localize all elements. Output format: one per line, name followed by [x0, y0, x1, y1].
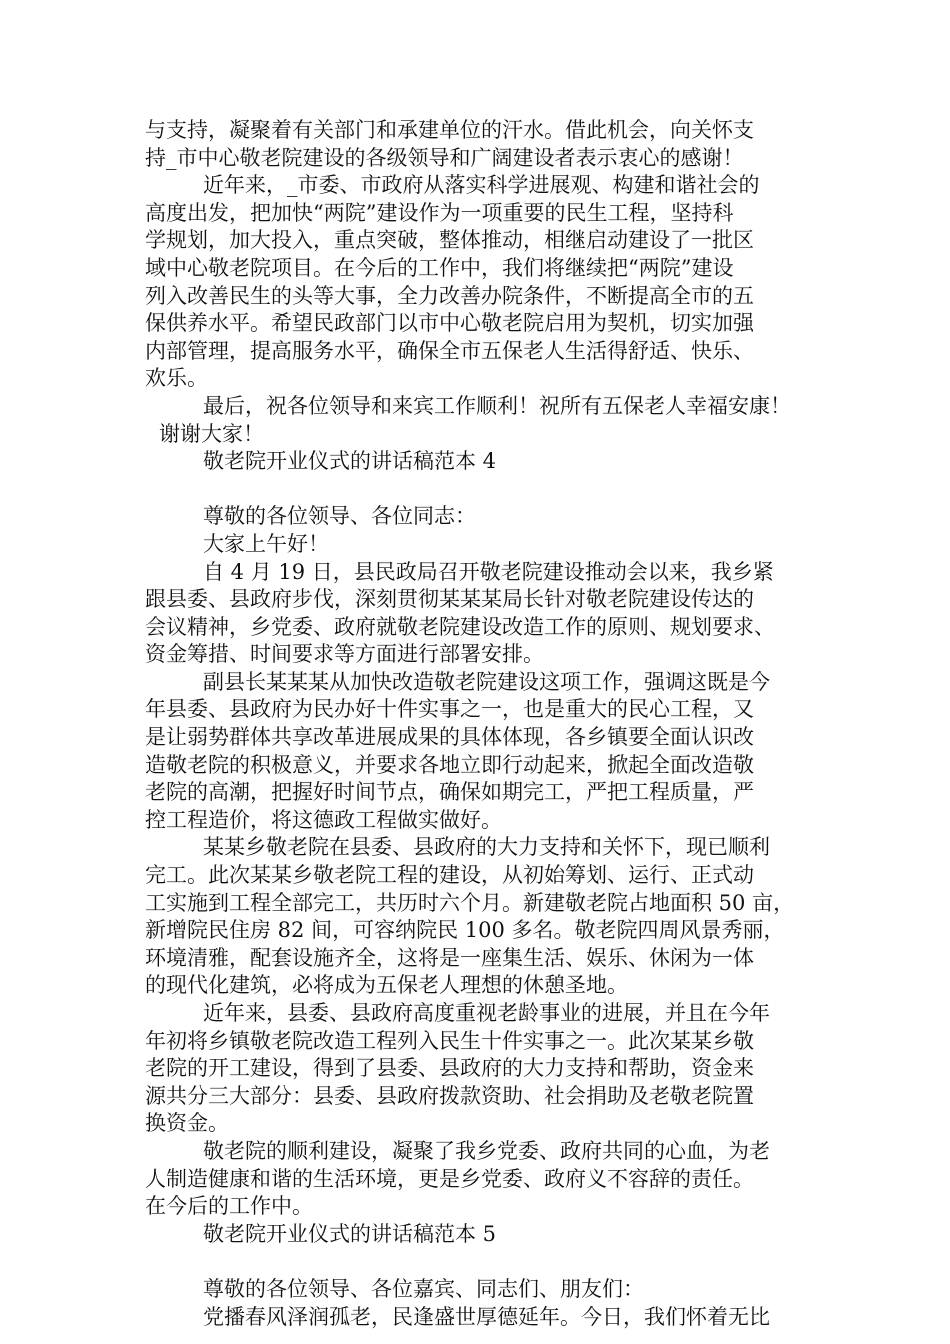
- text-line: 是让弱势群体共享改革进展成果的具体体现，各乡镇要全面认识改: [145, 725, 754, 750]
- text-line: 最后，祝各位领导和来宾工作顺利！祝所有五保老人幸福安康！: [203, 393, 791, 418]
- text-line: 副县长某某某从加快改造敬老院建设这项工作，强调这既是今: [203, 669, 770, 694]
- text-line: 的现代化建筑，必将成为五保老人理想的休憩圣地。: [145, 973, 628, 998]
- text-line: 敬老院的顺利建设，凝聚了我乡党委、政府共同的心血，为老: [203, 1138, 770, 1163]
- text-line: 在今后的工作中。: [145, 1194, 313, 1219]
- text-line: 造敬老院的积极意义，并要求各地立即行动起来，掀起全面改造敬: [145, 752, 754, 777]
- text-line: 换资金。: [145, 1111, 229, 1136]
- text-line: 学规划，加大投入，重点突破，整体推动，相继启动建设了一批区: [145, 228, 754, 253]
- text-line: 欢乐。: [145, 366, 208, 391]
- text-line: 人制造健康和谐的生活环境，更是乡党委、政府义不容辞的责任。: [145, 1166, 754, 1191]
- text-line: 内部管理，提高服务水平，确保全市五保老人生活得舒适、快乐、: [145, 338, 754, 363]
- text-line: 控工程造价，将这德政工程做实做好。: [145, 807, 502, 832]
- text-line: 完工。此次某某乡敬老院工程的建设，从初始筹划、运行、正式动: [145, 863, 754, 888]
- text-line: 年县委、县政府为民办好十件实事之一，也是重大的民心工程，又: [145, 697, 754, 722]
- text-line: 源共分三大部分：县委、县政府拨款资助、社会捐助及老敬老院置: [145, 1083, 754, 1108]
- text-line: 老院的开工建设，得到了县委、县政府的大力支持和帮助，资金来: [145, 1056, 754, 1081]
- text-line: 保供养水平。希望民政部门以市中心敬老院启用为契机，切实加强: [145, 311, 754, 336]
- text-line: 自 4 月 19 日，县民政局召开敬老院建设推动会以来，我乡紧: [203, 559, 774, 584]
- text-line: 高度出发，把加快“两院”建设作为一项重要的民生工程，坚持科: [145, 200, 734, 225]
- text-line: 党播春风泽润孤老，民逢盛世厚德延年。今日，我们怀着无比: [203, 1304, 770, 1329]
- text-line: 新增院民住房 82 间，可容纳院民 100 多名。敬老院四周风景秀丽，: [145, 918, 785, 943]
- text-line: 会议精神，乡党委、政府就敬老院建设改造工作的原则、规划要求、: [145, 614, 775, 639]
- text-line: 老院的高潮，把握好时间节点，确保如期完工，严把工程质量，严: [145, 780, 754, 805]
- text-line: 谢谢大家！: [159, 421, 264, 446]
- text-line: 敬老院开业仪式的讲话稿范本 5: [203, 1221, 497, 1246]
- text-line: 域中心敬老院项目。在今后的工作中，我们将继续把“两院”建设: [145, 255, 734, 280]
- text-line: 某某乡敬老院在县委、县政府的大力支持和关怀下，现已顺利: [203, 835, 770, 860]
- text-line: 尊敬的各位领导、各位嘉宾、同志们、朋友们：: [203, 1276, 644, 1301]
- text-line: 与支持，凝聚着有关部门和承建单位的汗水。借此机会，向关怀支: [145, 118, 754, 142]
- blank-line: [145, 476, 817, 504]
- text-line: 尊敬的各位领导、各位同志：: [203, 504, 476, 529]
- document-body: [145, 117, 817, 1331]
- text-line: 跟县委、县政府步伐，深刻贯彻某某某局长针对敬老院建设传达的: [145, 587, 754, 612]
- text-line: 工实施到工程全部完工，共历时六个月。新建敬老院占地面积 50 亩，: [145, 890, 795, 915]
- text-line: 近年来，县委、县政府高度重视老龄事业的进展，并且在今年: [203, 1001, 770, 1025]
- text-line: 列入改善民生的头等大事，全力改善办院条件，不断提高全市的五: [145, 283, 754, 308]
- text-line: 敬老院开业仪式的讲话稿范本 4: [203, 449, 497, 474]
- text-line: 近年来，_市委、市政府从落实科学进展观、构建和谐社会的: [203, 173, 760, 198]
- text-line: 年初将乡镇敬老院改造工程列入民生十件实事之一。此次某某乡敬: [145, 1028, 754, 1053]
- text-line: 环境清雅，配套设施齐全，这将是一座集生活、娱乐、休闲为一体: [145, 945, 754, 970]
- text-line: 大家上午好！: [203, 531, 329, 556]
- text-line: 持_市中心敬老院建设的各级领导和广阔建设者表示衷心的感谢！: [145, 145, 744, 170]
- text-line: 资金筹措、时间要求等方面进行部署安排。: [145, 642, 544, 667]
- blank-line: [145, 1248, 817, 1276]
